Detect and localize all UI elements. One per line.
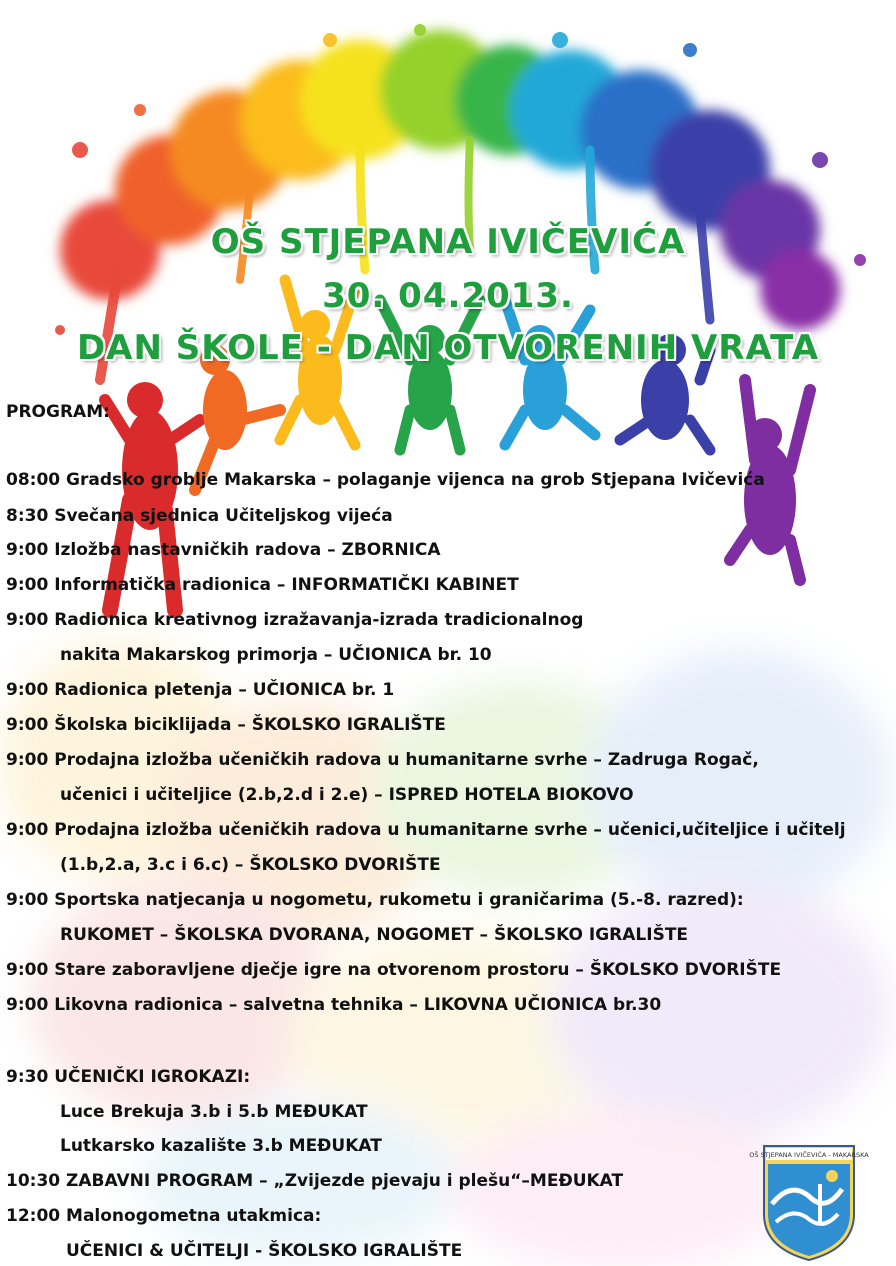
event-name-title: DAN ŠKOLE - DAN OTVORENIH VRATA bbox=[76, 328, 820, 368]
program-line: UČENICI & UČITELJI - ŠKOLSKO IGRALIŠTE bbox=[66, 1241, 463, 1261]
program-line: učenici i učiteljice (2.b,2.d i 2.e) – ISPRED HOTELA BIOKOVO bbox=[60, 785, 634, 805]
program-line: 9:00 Prodajna izložba učeničkih radova u humanitarne svrhe – učenici,učiteljice i učitelj bbox=[6, 820, 846, 840]
program-line: RUKOMET – ŠKOLSKA DVORANA, NOGOMET – ŠKOLSKO IGRALIŠTE bbox=[60, 925, 689, 945]
school-name-title: OŠ STJEPANA IVIČEVIĆA bbox=[210, 222, 686, 262]
event-date-title: 30. 04.2013. bbox=[322, 276, 574, 316]
program-line: 9:00 Radionica pletenja – UČIONICA br. 1 bbox=[6, 680, 395, 700]
program-line: 9:00 Radionica kreativnog izražavanja-izrada tradicionalnog bbox=[6, 610, 584, 630]
program-line: Lutkarsko kazalište 3.b MEĐUKAT bbox=[60, 1136, 382, 1156]
svg-text:OŠ STJEPANA IVIČEVIĆA - MAKARS: OŠ STJEPANA IVIČEVIĆA - MAKARSKA bbox=[749, 1151, 869, 1159]
program-line: 9:00 Likovna radionica – salvetna tehnika – LIKOVNA UČIONICA br.30 bbox=[6, 995, 662, 1015]
program-line: 9:00 Školska biciklijada – ŠKOLSKO IGRALIŠTE bbox=[6, 715, 446, 735]
program-line: nakita Makarskog primorja – UČIONICA br. 10 bbox=[60, 645, 492, 665]
program-line: (1.b,2.a, 3.c i 6.c) – ŠKOLSKO DVORIŠTE bbox=[60, 855, 441, 875]
program-line: 9:00 Prodajna izložba učeničkih radova u humanitarne svrhe – Zadruga Rogač, bbox=[6, 750, 759, 770]
program-line: 9:00 Informatička radionica – INFORMATIČKI KABINET bbox=[6, 575, 519, 595]
program-line: 12:00 Malonogometna utakmica: bbox=[6, 1206, 322, 1226]
program-line: 08:00 Gradsko groblje Makarska – polaganje vijenca na grob Stjepana Ivičevića bbox=[6, 470, 765, 490]
program-line: Luce Brekuja 3.b i 5.b MEĐUKAT bbox=[60, 1102, 368, 1122]
program-line: 9:00 Stare zaboravljene dječje igre na otvorenom prostoru – ŠKOLSKO DVORIŠTE bbox=[6, 960, 782, 980]
program-line: 8:30 Svečana sjednica Učiteljskog vijeća bbox=[6, 506, 393, 526]
program-line: 9:00 Sportska natjecanja u nogometu, rukometu i graničarima (5.-8. razred): bbox=[6, 890, 744, 910]
school-crest-logo bbox=[749, 1144, 869, 1262]
program-line: 9:00 Izložba nastavničkih radova – ZBORNICA bbox=[6, 540, 441, 560]
program-heading: PROGRAM: bbox=[6, 402, 110, 422]
program-line: 10:30 ZABAVNI PROGRAM – „Zvijezde pjevaju i plešu“–MEĐUKAT bbox=[6, 1171, 624, 1191]
program-line: 9:30 UČENIČKI IGROKAZI: bbox=[6, 1067, 251, 1087]
